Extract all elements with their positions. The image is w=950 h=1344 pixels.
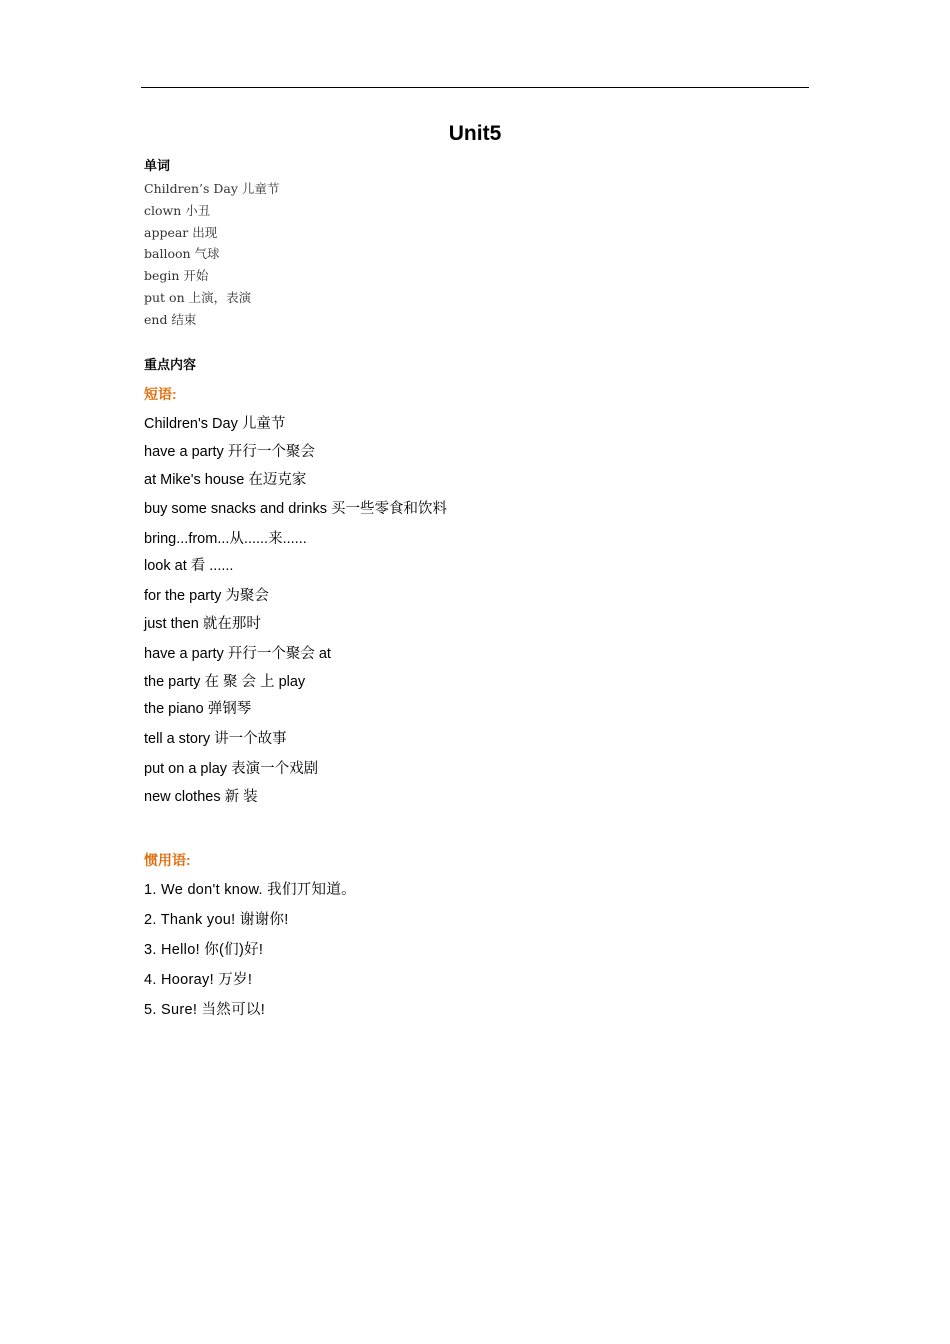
header-rule xyxy=(141,87,809,88)
vocab-item: clown 小丑 xyxy=(144,203,211,218)
vocab-item: appear 出现 xyxy=(144,225,218,240)
phrase-item: have a party 幵行一个聚会 at xyxy=(144,646,331,662)
phrase-item: look at 看 ...... xyxy=(144,558,234,574)
phrase-item: tell a story 讲一个故事 xyxy=(144,731,287,747)
vocab-item: put on 上演，表演 xyxy=(144,290,252,305)
phrase-item: at Mike's house 在迈克家 xyxy=(144,472,307,488)
phrase-item: the party 在 聚 会 上 play xyxy=(144,674,306,690)
idioms-label: 惯用语: xyxy=(144,852,191,868)
phrase-item: the piano 弹钢琴 xyxy=(144,701,252,717)
page-title: Unit5 xyxy=(448,122,502,145)
phrase-item: have a party 幵行一个聚会 xyxy=(144,444,315,460)
phrase-item: for the party 为聚会 xyxy=(144,588,269,604)
phrase-item: buy some snacks and drinks 买一些零食和饮料 xyxy=(144,501,447,517)
vocab-heading: 单词 xyxy=(144,158,171,173)
idiom-item: 2. Thank you! 谢谢你! xyxy=(144,912,289,928)
idiom-item: 3. Hello! 你(们)好! xyxy=(144,942,264,958)
idiom-item: 4. Hooray! 万岁! xyxy=(144,972,253,988)
phrase-item: put on a play 表演一个戏剧 xyxy=(144,761,319,777)
phrase-item: new clothes 新 装 xyxy=(144,789,258,805)
phrase-item: bring...from...从......来...... xyxy=(144,531,307,547)
phrase-item: Children's Day 儿童节 xyxy=(144,416,286,432)
vocab-item: Children’s Day 儿童节 xyxy=(144,181,280,196)
vocab-item: begin 开始 xyxy=(144,268,209,283)
phrase-item: just then 就在那时 xyxy=(144,616,261,632)
idiom-item: 5. Sure! 当然可以! xyxy=(144,1002,266,1018)
idiom-item: 1. We don't know. 我们丌知道。 xyxy=(144,882,356,898)
vocab-item: end 结束 xyxy=(144,312,197,327)
phrases-label: 短语: xyxy=(144,386,177,402)
key-content-heading: 重点内容 xyxy=(144,357,197,372)
vocab-item: balloon 气球 xyxy=(144,246,220,261)
